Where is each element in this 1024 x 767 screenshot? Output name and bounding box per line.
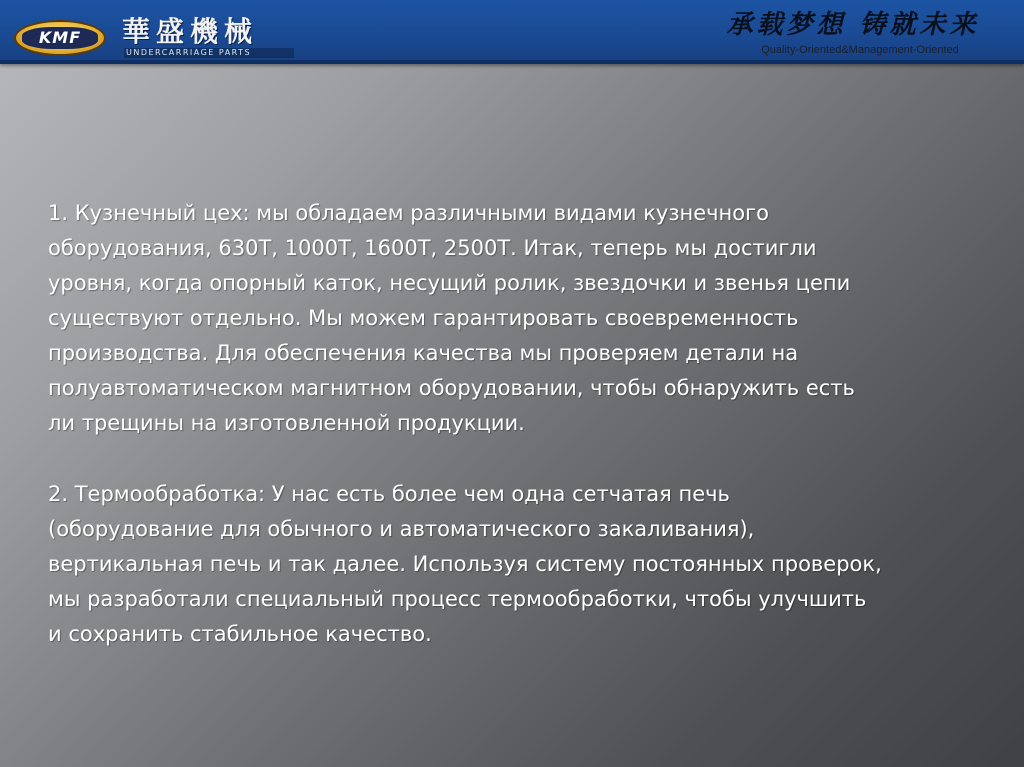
paragraph-heat-treatment — [48, 477, 968, 652]
paragraph-line: производства. Для обеспечения качества мы проверяем детали на — [48, 341, 799, 365]
header-divider — [0, 60, 1024, 64]
paragraph-forging — [48, 196, 968, 441]
logo-chinese-name: 華盛機械 — [122, 15, 259, 48]
paragraph-line: оборудования, 630Т, 1000Т, 1600Т, 2500Т. Итак, теперь мы достигли — [48, 236, 817, 260]
paragraph-line: ли трещины на изготовленной продукции. — [48, 411, 525, 435]
paragraph-line: существуют отдельно. Мы можем гарантировать своевременность — [48, 306, 799, 330]
paragraph-line: 2. Термообработка: У нас есть более чем одна сетчатая печь — [48, 482, 730, 506]
paragraph-line: (оборудование для обычного и автоматического закаливания), — [48, 517, 755, 541]
logo-badge-text: KMF — [22, 27, 98, 49]
paragraph-line: и сохранить стабильное качество. — [48, 622, 432, 646]
paragraph-line: 1. Кузнечный цех: мы обладаем различными видами кузнечного — [48, 201, 770, 225]
paragraph-line: мы разработали специальный процесс термообработки, чтобы улучшить — [48, 587, 867, 611]
header-banner — [0, 0, 1024, 64]
slide-content — [48, 196, 968, 652]
tagline: Quality-Oriented&Management-Oriented — [761, 44, 959, 56]
paragraph-line: вертикальная печь и так далее. Используя систему постоянных проверок, — [48, 552, 882, 576]
paragraph-line: полуавтоматическом магнитном оборудовании, чтобы обнаружить есть — [48, 376, 855, 400]
company-logo — [14, 20, 106, 56]
slogan: 承载梦想 铸就未来 — [726, 10, 980, 40]
logo-subtitle: UNDERCARRIAGE PARTS — [124, 48, 294, 58]
paragraph-line: уровня, когда опорный каток, несущий ролик, звездочки и звенья цепи — [48, 271, 851, 295]
